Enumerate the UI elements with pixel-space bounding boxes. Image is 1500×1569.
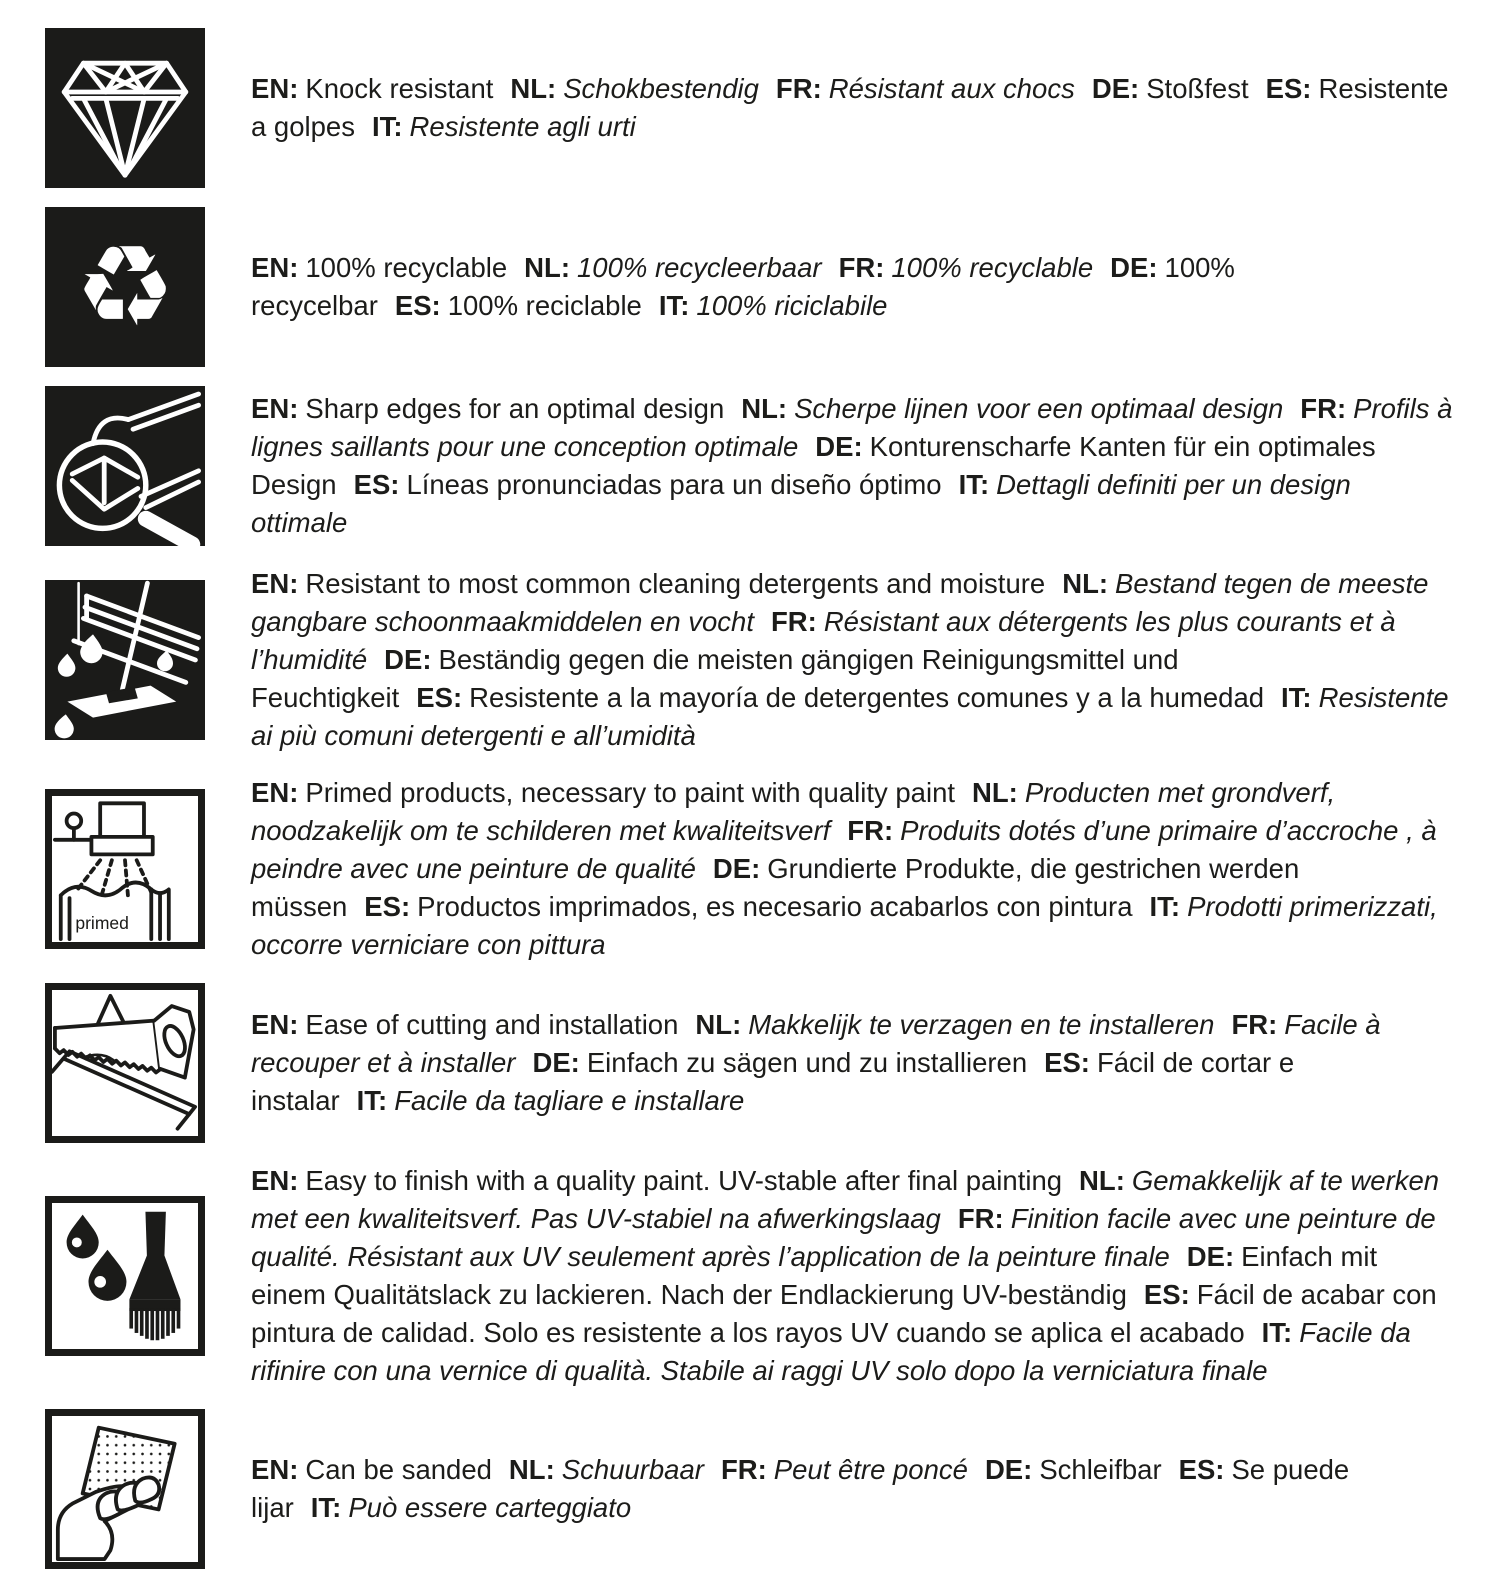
feature-row-recyclable <box>45 207 1462 367</box>
lang-value: Easy to finish with a quality paint. UV-stable after final painting <box>305 1165 1063 1196</box>
feature-text <box>251 249 1459 325</box>
lang-label: ES: <box>1143 1279 1190 1310</box>
feature-row-detergent-resistant <box>45 565 1462 755</box>
sanding-hand-icon <box>45 1409 205 1569</box>
sharp-edges-icon <box>45 386 205 546</box>
primer-spray-icon <box>45 789 205 949</box>
lang-label: IT: <box>356 1085 388 1116</box>
feature-text <box>251 390 1459 542</box>
lang-value: Schokbestendig <box>563 73 759 104</box>
lang-label: NL: <box>741 393 788 424</box>
lang-label: FR: <box>770 606 817 637</box>
lang-value: Dettagli definiti per un design ottimale <box>251 469 1351 538</box>
lang-label: ES: <box>416 682 463 713</box>
recycle-glyph: ♻ <box>74 222 176 352</box>
feature-row-sanded <box>45 1409 1462 1569</box>
lang-label: DE: <box>1186 1241 1235 1272</box>
lang-value: Résistant aux détergents les plus courants et à l’humidité <box>251 606 1396 675</box>
lang-value: Schuurbaar <box>561 1454 704 1485</box>
feature-text <box>251 1162 1459 1390</box>
lang-label: EN: <box>251 568 299 599</box>
lang-value: Fácil de acabar con pintura de calidad. Solo es resistente a los rayos UV cuando se aplica el acabado <box>251 1279 1437 1348</box>
lang-value: Può essere carteggiato <box>348 1492 632 1523</box>
feature-text <box>251 70 1459 146</box>
lang-label: IT: <box>310 1492 342 1523</box>
lang-value: Resistente a golpes <box>251 73 1449 142</box>
lang-label: NL: <box>972 777 1018 808</box>
lang-value: Facile da tagliare e installare <box>394 1085 745 1116</box>
lang-value: 100% recycelbar <box>251 252 1235 321</box>
lang-label: EN: <box>251 73 299 104</box>
lang-value: Bestand tegen de meeste gangbare schoonmaakmiddelen en vocht <box>251 568 1429 637</box>
lang-label: FR: <box>1300 393 1347 424</box>
lang-value: 100% recycleerbaar <box>576 252 822 283</box>
recycle-icon <box>45 207 205 367</box>
lang-value: Productos imprimados, es necesario acabarlos con pintura <box>417 891 1133 922</box>
lang-label: IT: <box>1261 1317 1293 1348</box>
lang-label: IT: <box>958 469 990 500</box>
lang-value: Einfach mit einem Qualitätslack zu lackieren. Nach der Endlackierung UV-beständig <box>251 1241 1378 1310</box>
lang-value: Prodotti primerizzati, occorre verniciare con pittura <box>251 891 1438 960</box>
lang-value: Fácil de cortar e instalar <box>251 1047 1295 1116</box>
lang-value: Peut être poncé <box>773 1454 968 1485</box>
lang-label: EN: <box>251 1454 299 1485</box>
lang-label: EN: <box>251 777 299 808</box>
feature-text <box>251 1006 1459 1120</box>
lang-label: FR: <box>775 73 822 104</box>
lang-label: NL: <box>1062 568 1109 599</box>
lang-value: Resistente ai più comuni detergenti e all’umidità <box>251 682 1449 751</box>
lang-value: Profils à lignes saillants pour une conception optimale <box>251 393 1453 462</box>
lang-label: ES: <box>1178 1454 1225 1485</box>
lang-label: ES: <box>353 469 400 500</box>
lang-label: ES: <box>1044 1047 1090 1078</box>
lang-value: Konturenscharfe Kanten für ein optimales Design <box>251 431 1376 500</box>
paint-drops-brush-icon <box>45 1196 205 1356</box>
lang-value: Sharp edges for an optimal design <box>305 393 725 424</box>
lang-label: NL: <box>695 1009 742 1040</box>
lang-label: DE: <box>1110 252 1158 283</box>
lang-value: 100% recyclable <box>305 252 508 283</box>
lang-value: Makkelijk te verzagen en te installeren <box>748 1009 1215 1040</box>
lang-label: DE: <box>984 1454 1033 1485</box>
lang-label: ES: <box>1265 73 1312 104</box>
lang-value: Stoßfest <box>1146 73 1249 104</box>
lang-value: Primed products, necessary to paint with quality paint <box>305 777 956 808</box>
lang-label: IT: <box>1149 891 1181 922</box>
lang-value: 100% reciclable <box>447 290 642 321</box>
lang-label: EN: <box>251 252 299 283</box>
lang-value: Producten met grondverf, noodzakelijk om te schilderen met kwaliteitsverf <box>251 777 1336 846</box>
feature-text <box>251 565 1459 755</box>
lang-label: FR: <box>838 252 885 283</box>
lang-label: ES: <box>394 290 441 321</box>
lang-value: Schleifbar <box>1039 1454 1162 1485</box>
lang-value: Resistente a la mayoría de detergentes comunes y a la humedad <box>469 682 1265 713</box>
lang-label: EN: <box>251 393 299 424</box>
feature-text <box>251 1451 1459 1527</box>
lang-value: Facile da rifinire con una vernice di qualità. Stabile ai raggi UV solo dopo la verniciatura finale <box>251 1317 1411 1386</box>
feature-row-primed <box>45 774 1462 964</box>
lang-label: NL: <box>510 73 557 104</box>
lang-value: Resistente agli urti <box>409 111 636 142</box>
lang-label: DE: <box>1091 73 1140 104</box>
lang-value: Einfach zu sägen und zu installieren <box>586 1047 1028 1078</box>
lang-value: 100% recyclable <box>891 252 1094 283</box>
lang-value: Líneas pronunciadas para un diseño óptimo <box>406 469 942 500</box>
lang-value: Can be sanded <box>305 1454 492 1485</box>
lang-label: IT: <box>371 111 403 142</box>
lang-label: FR: <box>720 1454 767 1485</box>
lang-value: Knock resistant <box>305 73 494 104</box>
lang-value: Scherpe lijnen voor een optimaal design <box>794 393 1284 424</box>
lang-label: NL: <box>524 252 570 283</box>
feature-row-cutting <box>45 983 1462 1143</box>
lang-value: Résistant aux chocs <box>828 73 1075 104</box>
lang-value: Beständig gegen die meisten gängigen Reinigungsmittel und Feuchtigkeit <box>251 644 1179 713</box>
lang-label: NL: <box>1079 1165 1125 1196</box>
lang-value: Finition facile avec une peinture de qualité. Résistant aux UV seulement après l’application de la peinture finale <box>251 1203 1436 1272</box>
feature-row-sharp-edges <box>45 386 1462 546</box>
diamond-icon <box>45 28 205 188</box>
lang-label: DE: <box>815 431 863 462</box>
lang-label: ES: <box>364 891 411 922</box>
feature-text <box>251 774 1459 964</box>
lang-value: Facile à recouper et à installer <box>251 1009 1381 1078</box>
lang-label: FR: <box>957 1203 1004 1234</box>
handsaw-icon <box>45 983 205 1143</box>
lang-value: Se puede lijar <box>251 1454 1350 1523</box>
lang-label: NL: <box>508 1454 555 1485</box>
lang-label: DE: <box>712 853 761 884</box>
lang-label: EN: <box>251 1009 299 1040</box>
lang-label: DE: <box>532 1047 580 1078</box>
lang-value: Ease of cutting and installation <box>305 1009 679 1040</box>
lang-value: Produits dotés d’une primaire d’accroche , à peindre avec une peinture de qualité <box>251 815 1437 884</box>
mop-icon <box>45 580 205 740</box>
lang-label: IT: <box>658 290 690 321</box>
primed-label: primed <box>75 912 129 933</box>
lang-value: 100% riciclabile <box>696 290 888 321</box>
lang-value: Grundierte Produkte, die gestrichen werden müssen <box>251 853 1300 922</box>
lang-label: FR: <box>847 815 894 846</box>
lang-label: EN: <box>251 1165 299 1196</box>
lang-label: FR: <box>1231 1009 1278 1040</box>
lang-label: DE: <box>384 644 432 675</box>
lang-value: Gemakkelijk af te werken met een kwaliteitsverf. Pas UV-stabiel na afwerkingslaag <box>251 1165 1440 1234</box>
feature-row-knock-resistant <box>45 28 1462 188</box>
lang-label: IT: <box>1281 682 1312 713</box>
lang-value: Resistant to most common cleaning detergents and moisture <box>305 568 1046 599</box>
feature-row-finish <box>45 1162 1462 1390</box>
